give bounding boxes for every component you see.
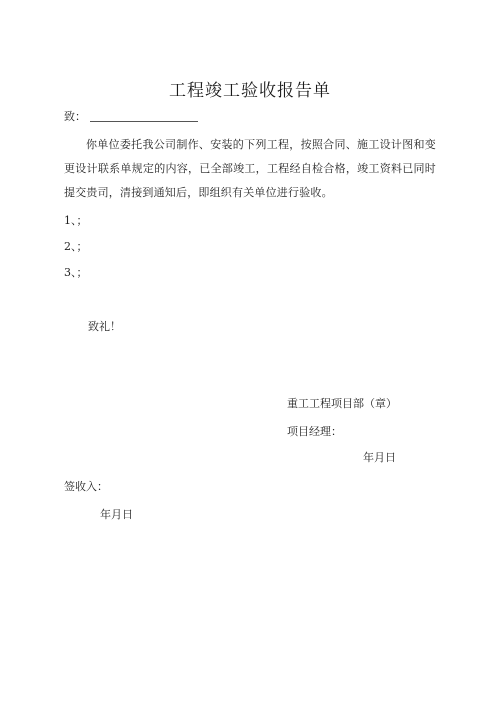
signature-date: 年月日 bbox=[363, 451, 396, 464]
signature-manager-label: 项目经理： bbox=[287, 425, 342, 438]
receipt-label: 签收入： bbox=[64, 480, 108, 493]
list-item-2: 2、； bbox=[64, 240, 88, 253]
signature-department: 重工工程项目部（章） bbox=[287, 397, 397, 410]
list-item-3: 3、； bbox=[64, 266, 88, 279]
recipient-label: 致： bbox=[64, 110, 86, 123]
list-item-1: 1、； bbox=[64, 214, 88, 227]
closing-salutation: 致礼！ bbox=[88, 320, 121, 333]
receipt-date: 年月日 bbox=[100, 508, 133, 521]
document-title: 工程竣工验收报告单 bbox=[169, 81, 331, 101]
body-paragraph: 你单位委托我公司制作、安装的下列工程，按照合同、施工设计图和变更设计联系单规定的内容，已全部竣工，工程经自检合格，竣工资料已同时提交贵司，清接到通知后，即组织有关单位进行验收。 bbox=[64, 138, 436, 199]
recipient-blank-line bbox=[90, 121, 198, 122]
